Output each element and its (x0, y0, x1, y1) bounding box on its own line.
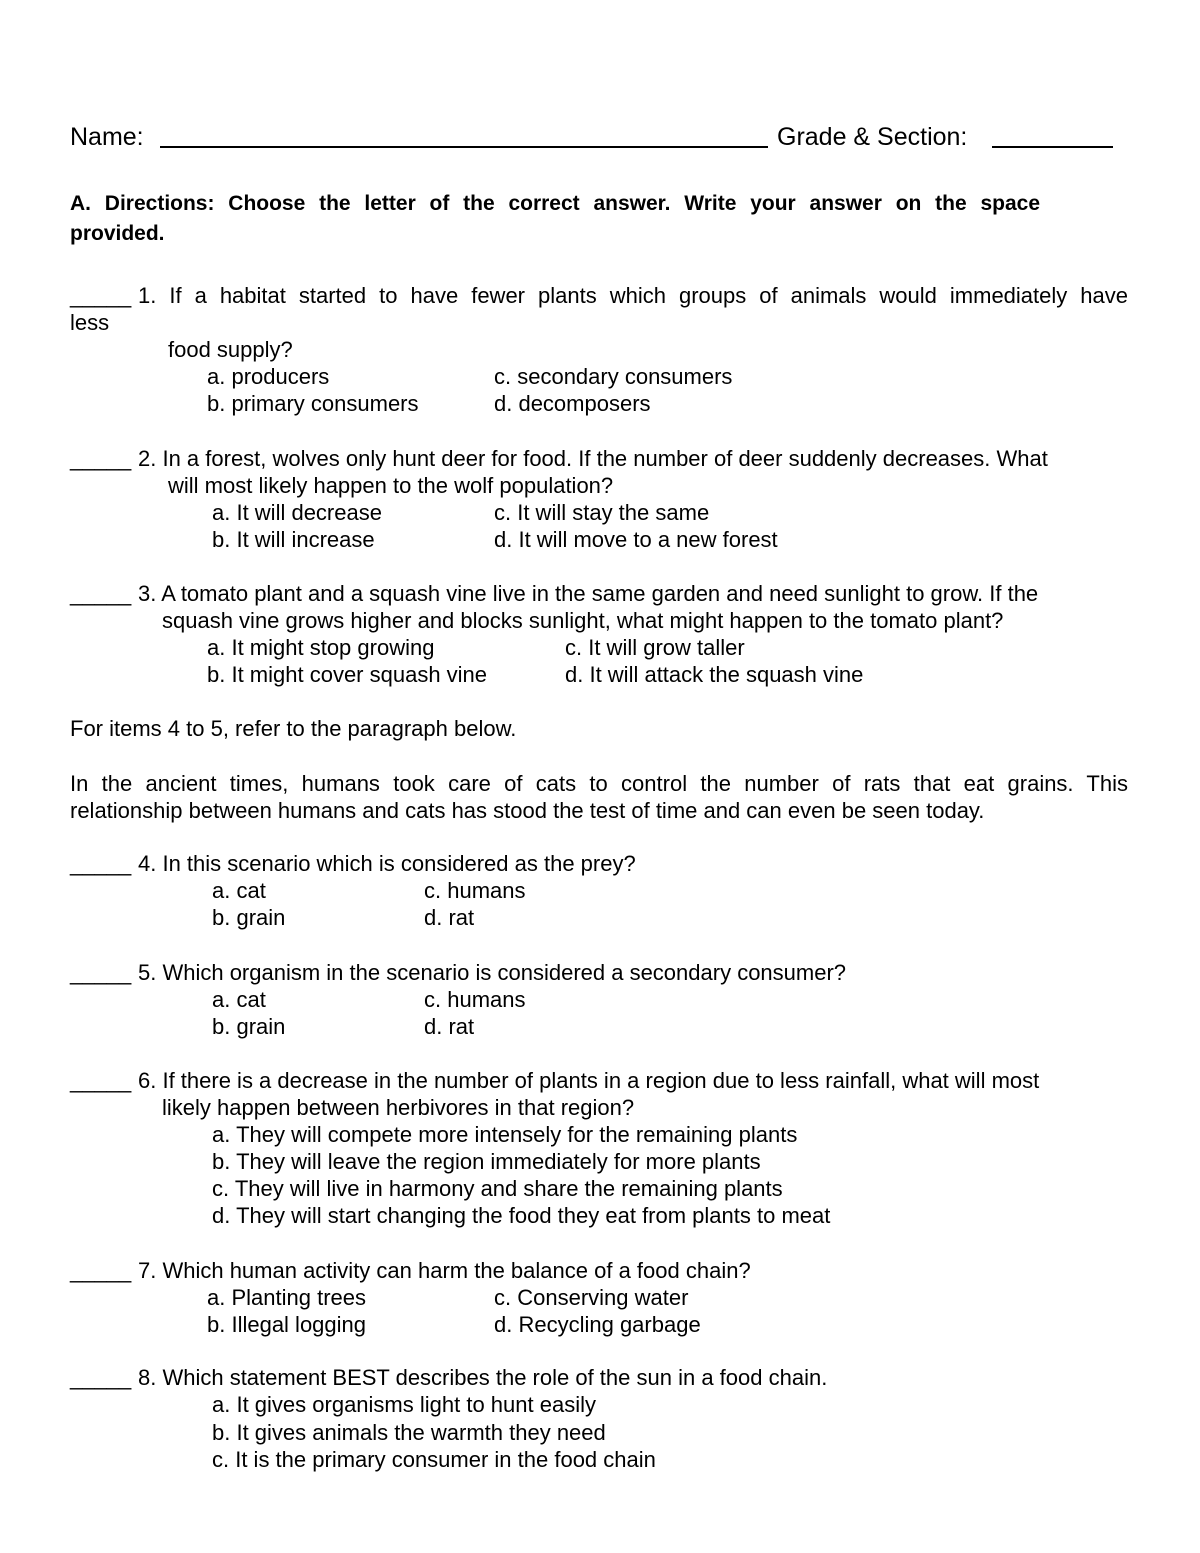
question-5-line-1: 5. Which organism in the scenario is considered a secondary consumer? (138, 960, 847, 985)
question-2-line-1: 2. In a forest, wolves only hunt deer for food. If the number of deer suddenly decreases. What (138, 446, 1048, 471)
answer-blank-6[interactable]: _____ (70, 1068, 132, 1093)
q1-choice-b: b. primary consumers (207, 391, 419, 416)
q5-choice-b: b. grain (212, 1014, 286, 1039)
name-label: Name: (70, 123, 144, 151)
q6-choice-b: b. They will leave the region immediately for more plants (212, 1149, 761, 1174)
question-3-line-1: 3. A tomato plant and a squash vine live in the same garden and need sunlight to grow. If the (138, 581, 1039, 606)
answer-blank-4[interactable]: _____ (70, 851, 132, 876)
answer-blank-2[interactable]: _____ (70, 446, 132, 471)
question-8-line-1: 8. Which statement BEST describes the role of the sun in a food chain. (138, 1365, 828, 1390)
q7-choice-c: c. Conserving water (494, 1285, 689, 1310)
q2-choice-c: c. It will stay the same (494, 500, 710, 525)
q6-choice-c: c. They will live in harmony and share the remaining plants (212, 1176, 783, 1201)
q5-choice-d: d. rat (424, 1014, 475, 1039)
answer-blank-8[interactable]: _____ (70, 1365, 132, 1390)
q6-choice-a: a. They will compete more intensely for the remaining plants (212, 1122, 798, 1147)
scenario-paragraph-line-1: In the ancient times, humans took care of cats to control the number of rats that eat grains. This (70, 771, 1128, 796)
scenario-paragraph-line-2: relationship between humans and cats has stood the test of time and can even be seen today. (70, 798, 985, 823)
q1-choice-c: c. secondary consumers (494, 364, 733, 389)
q5-choice-c: c. humans (424, 987, 526, 1012)
grade-section-label: Grade & Section: (777, 123, 968, 151)
question-7-line-1: 7. Which human activity can harm the balance of a food chain? (138, 1258, 751, 1283)
q7-choice-a: a. Planting trees (207, 1285, 366, 1310)
q3-choice-a: a. It might stop growing (207, 635, 435, 660)
question-2-line-2: will most likely happen to the wolf population? (168, 473, 614, 498)
q3-choice-b: b. It might cover squash vine (207, 662, 488, 687)
question-4-line-1: 4. In this scenario which is considered as the prey? (138, 851, 636, 876)
question-1-line-2: less (70, 310, 110, 335)
q2-choice-a: a. It will decrease (212, 500, 382, 525)
q4-choice-c: c. humans (424, 878, 526, 903)
q4-choice-b: b. grain (212, 905, 286, 930)
q2-choice-d: d. It will move to a new forest (494, 527, 778, 552)
q4-choice-d: d. rat (424, 905, 475, 930)
question-3-line-2: squash vine grows higher and blocks sunlight, what might happen to the tomato plant? (162, 608, 1004, 633)
q7-choice-d: d. Recycling garbage (494, 1312, 701, 1337)
q8-choice-b: b. It gives animals the warmth they need (212, 1420, 606, 1445)
q7-choice-b: b. Illegal logging (207, 1312, 367, 1337)
q4-choice-a: a. cat (212, 878, 266, 903)
question-6-line-1: 6. If there is a decrease in the number of plants in a region due to less rainfall, what will most (138, 1068, 1040, 1093)
directions-line-1: A. Directions: Choose the letter of the correct answer. Write your answer on the space (70, 192, 1040, 215)
answer-blank-5[interactable]: _____ (70, 960, 132, 985)
answer-blank-7[interactable]: _____ (70, 1258, 132, 1283)
answer-blank-3[interactable]: _____ (70, 581, 132, 606)
question-1-line-1: 1. If a habitat started to have fewer plants which groups of animals would immediately have (138, 283, 1128, 308)
answer-blank-1[interactable]: _____ (70, 283, 132, 308)
directions-line-2: provided. (70, 222, 165, 245)
q1-choice-d: d. decomposers (494, 391, 651, 416)
name-field[interactable] (160, 146, 768, 148)
grade-section-field[interactable] (992, 146, 1113, 148)
q5-choice-a: a. cat (212, 987, 266, 1012)
q1-choice-a: a. producers (207, 364, 330, 389)
q2-choice-b: b. It will increase (212, 527, 375, 552)
q8-choice-a: a. It gives organisms light to hunt easily (212, 1392, 596, 1417)
refer-instruction: For items 4 to 5, refer to the paragraph below. (70, 716, 517, 741)
q8-choice-c: c. It is the primary consumer in the food chain (212, 1447, 656, 1472)
question-1-line-3: food supply? (168, 337, 293, 362)
q3-choice-d: d. It will attack the squash vine (565, 662, 864, 687)
question-6-line-2: likely happen between herbivores in that region? (162, 1095, 635, 1120)
q3-choice-c: c. It will grow taller (565, 635, 745, 660)
q6-choice-d: d. They will start changing the food they eat from plants to meat (212, 1203, 831, 1228)
